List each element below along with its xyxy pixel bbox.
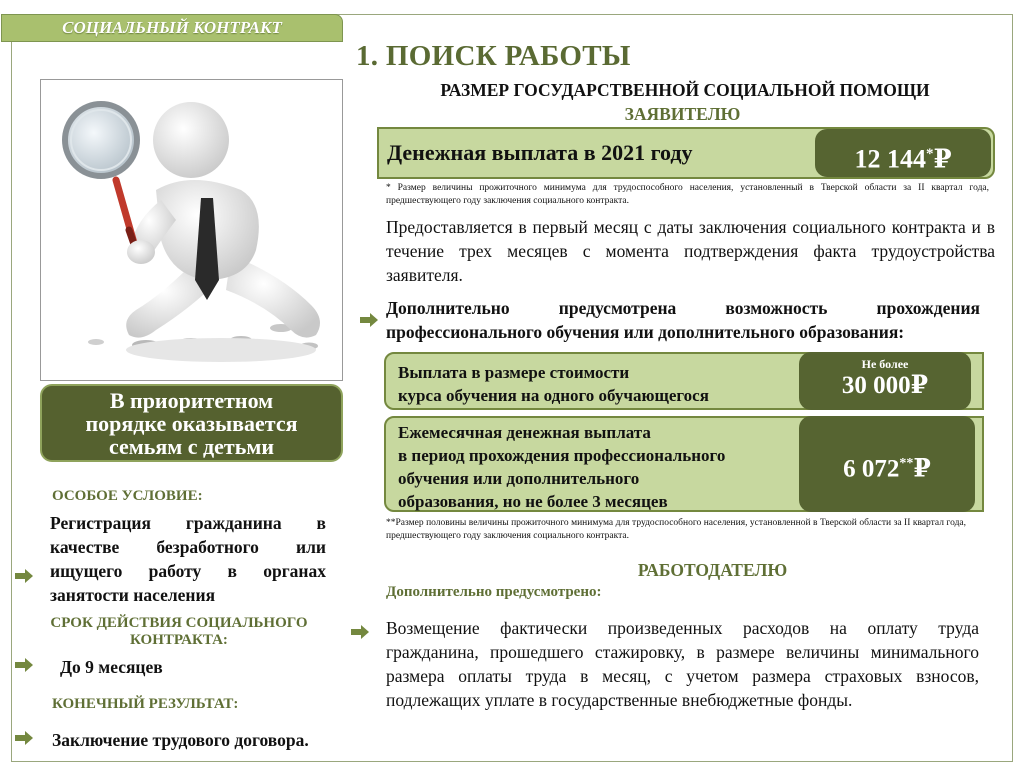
monthly-amount-pill [799, 416, 975, 512]
arrow-right-icon [359, 313, 379, 327]
payout-amount-pill [815, 129, 991, 177]
course-amount-pill [799, 352, 971, 410]
special-condition-text: Регистрация гражданина в качестве безработного или ищущего работу в органах занятости населения [50, 513, 326, 605]
priority-line3: семьям с детьми [108, 434, 275, 459]
payout-label: Денежная выплата в 2021 году [387, 140, 693, 165]
course-amount-prefix: Не более [861, 357, 909, 371]
course-cost-line1: Выплата в размере стоимости [398, 363, 630, 382]
employer-subheading: Дополнительно предусмотрено: [386, 584, 602, 600]
payout-mark: * [925, 146, 934, 162]
ruble-sign: ₽ [933, 144, 952, 174]
employer-text: Возмещение фактически произведенных расходов на оплату труда гражданина, прошедшего стажировку, в размере величины минимального размера оплаты труда в месяц, с учетом размера страховых взносов, подлежащих уплате в государственные внебюджетные фонды. [386, 618, 979, 710]
term-value: До 9 месяцев [60, 657, 163, 677]
subtitle-line1: РАЗМЕР ГОСУДАРСТВЕННОЙ СОЦИАЛЬНОЙ ПОМОЩИ [440, 80, 930, 100]
magnifier-figure-illustration [40, 79, 343, 381]
monthly-line4: образования, но не более 3 месяцев [398, 492, 668, 511]
term-heading-line2: КОНТРАКТА: [130, 632, 228, 648]
arrow-right-icon [350, 625, 370, 639]
monthly-amount: 6 072 [843, 455, 900, 483]
monthly-line3: обучения или дополнительного [398, 469, 640, 488]
monthly-payment-label [398, 421, 725, 513]
footnote-1: * Размер величины прожиточного минимума для трудоспособного населения, установленный в Тверской области за II квартал года, предшествующего году заключения социального контракта. [386, 183, 989, 206]
ruble-sign: ₽ [913, 455, 931, 483]
monthly-line1: Ежемесячная денежная выплата [398, 423, 651, 442]
employer-heading: РАБОТОДАТЕЛЮ [637, 560, 788, 580]
special-condition-heading: ОСОБОЕ УСЛОВИЕ: [52, 488, 203, 504]
arrow-right-icon [14, 569, 34, 583]
priority-banner [40, 384, 343, 462]
paragraph-training-option: Дополнительно предусмотрена возможность прохождения профессионального обучения или дополнительного образования: [386, 298, 980, 342]
result-value: Заключение трудового договора. [52, 730, 309, 750]
course-amount: 30 000 [841, 372, 911, 399]
subtitle-line2: ЗАЯВИТЕЛЮ [624, 104, 741, 124]
paragraph-first-month: Предоставляется в первый месяц с даты заключения социального контракта и в течение трех месяцев с момента подтверждения факта трудоустройства заявителя. [386, 217, 995, 285]
monthly-line2: в период прохождения профессионального [398, 446, 726, 465]
term-heading-line1: СРОК ДЕЙСТВИЯ СОЦИАЛЬНОГО [50, 615, 308, 631]
magnifier-figure-picture [41, 80, 342, 380]
arrow-right-icon [14, 658, 34, 672]
header-tab: СОЦИАЛЬНЫЙ КОНТРАКТ [1, 14, 343, 42]
course-cost-line2: курса обучения на одного обучающегося [398, 386, 709, 405]
priority-line1: В приоритетном [109, 388, 274, 413]
term-heading [34, 615, 324, 649]
priority-line2: порядке оказывается [85, 411, 298, 436]
footnote-2: **Размер половины величины прожиточного минимума для трудоспособного населения, установленной в Тверской области за II квартал года, предшествующего году заключения социального контракта. [386, 518, 966, 541]
ruble-sign: ₽ [910, 372, 929, 399]
monthly-mark: ** [899, 456, 914, 471]
page-title: 1. ПОИСК РАБОТЫ [356, 40, 631, 72]
course-cost-label [398, 361, 709, 407]
arrow-right-icon [14, 731, 34, 745]
payout-amount: 12 144 [854, 144, 926, 174]
result-heading: КОНЕЧНЫЙ РЕЗУЛЬТАТ: [52, 696, 239, 712]
